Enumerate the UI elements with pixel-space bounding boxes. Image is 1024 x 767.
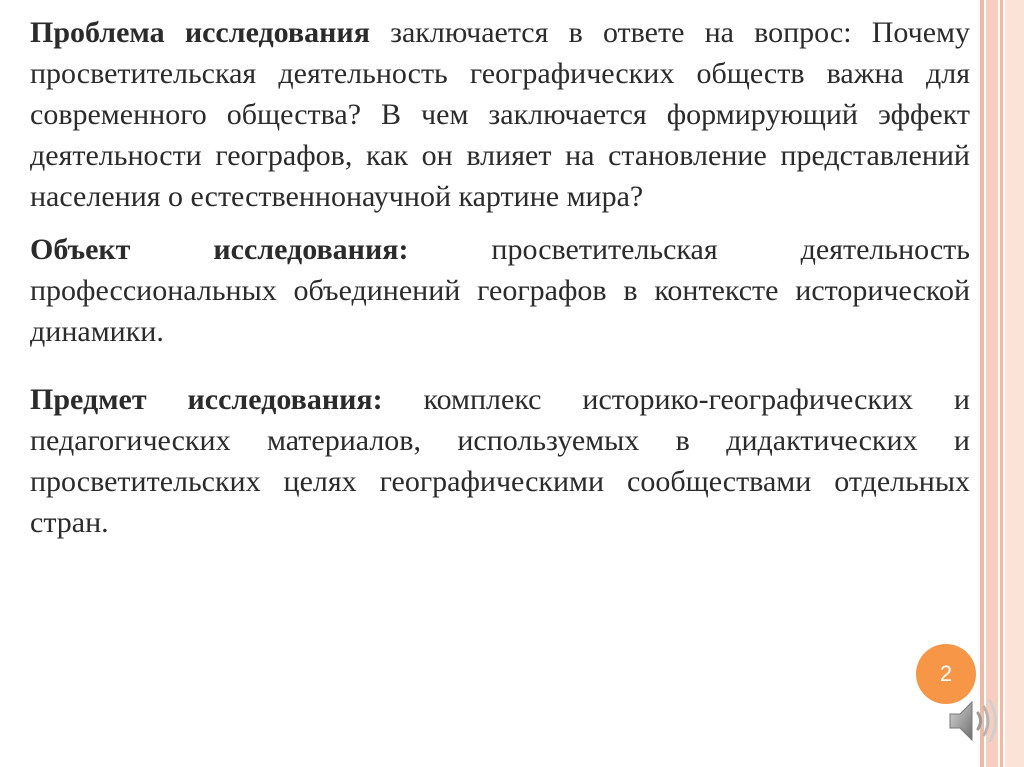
- problem-heading: Проблема исследования: [30, 16, 370, 49]
- border-stripe: [1000, 0, 1003, 767]
- slide-content: [30, 12, 970, 543]
- object-heading: Объект исследования:: [30, 233, 409, 266]
- subject-heading: Предмет исследования:: [30, 383, 383, 416]
- page-number-badge: [916, 644, 976, 704]
- border-stripe: [980, 0, 984, 767]
- border-stripe: [986, 0, 998, 767]
- page-number: 2: [939, 661, 953, 686]
- subject-text: комплекс историко-географических и педагогических материалов, используемых в дидактических и просветительских целях географическими сообществами отдельных стран.: [30, 383, 970, 539]
- object-text: просветительская деятельность профессиональных объединений географов в контексте исторической динамики.: [30, 233, 970, 348]
- speaker-icon[interactable]: [946, 696, 1000, 746]
- problem-text: заключается в ответе на вопрос: Почему просветительская деятельность географических обществ важна для современного общества? В чем заключается формирующий эффект деятельности географов, как он влияет на становление представлений населения о естественнонаучной картине мира?: [30, 16, 970, 213]
- border-stripe: [1005, 0, 1024, 767]
- subject-paragraph: [30, 379, 970, 543]
- object-paragraph: [30, 229, 970, 352]
- problem-paragraph: [30, 12, 970, 217]
